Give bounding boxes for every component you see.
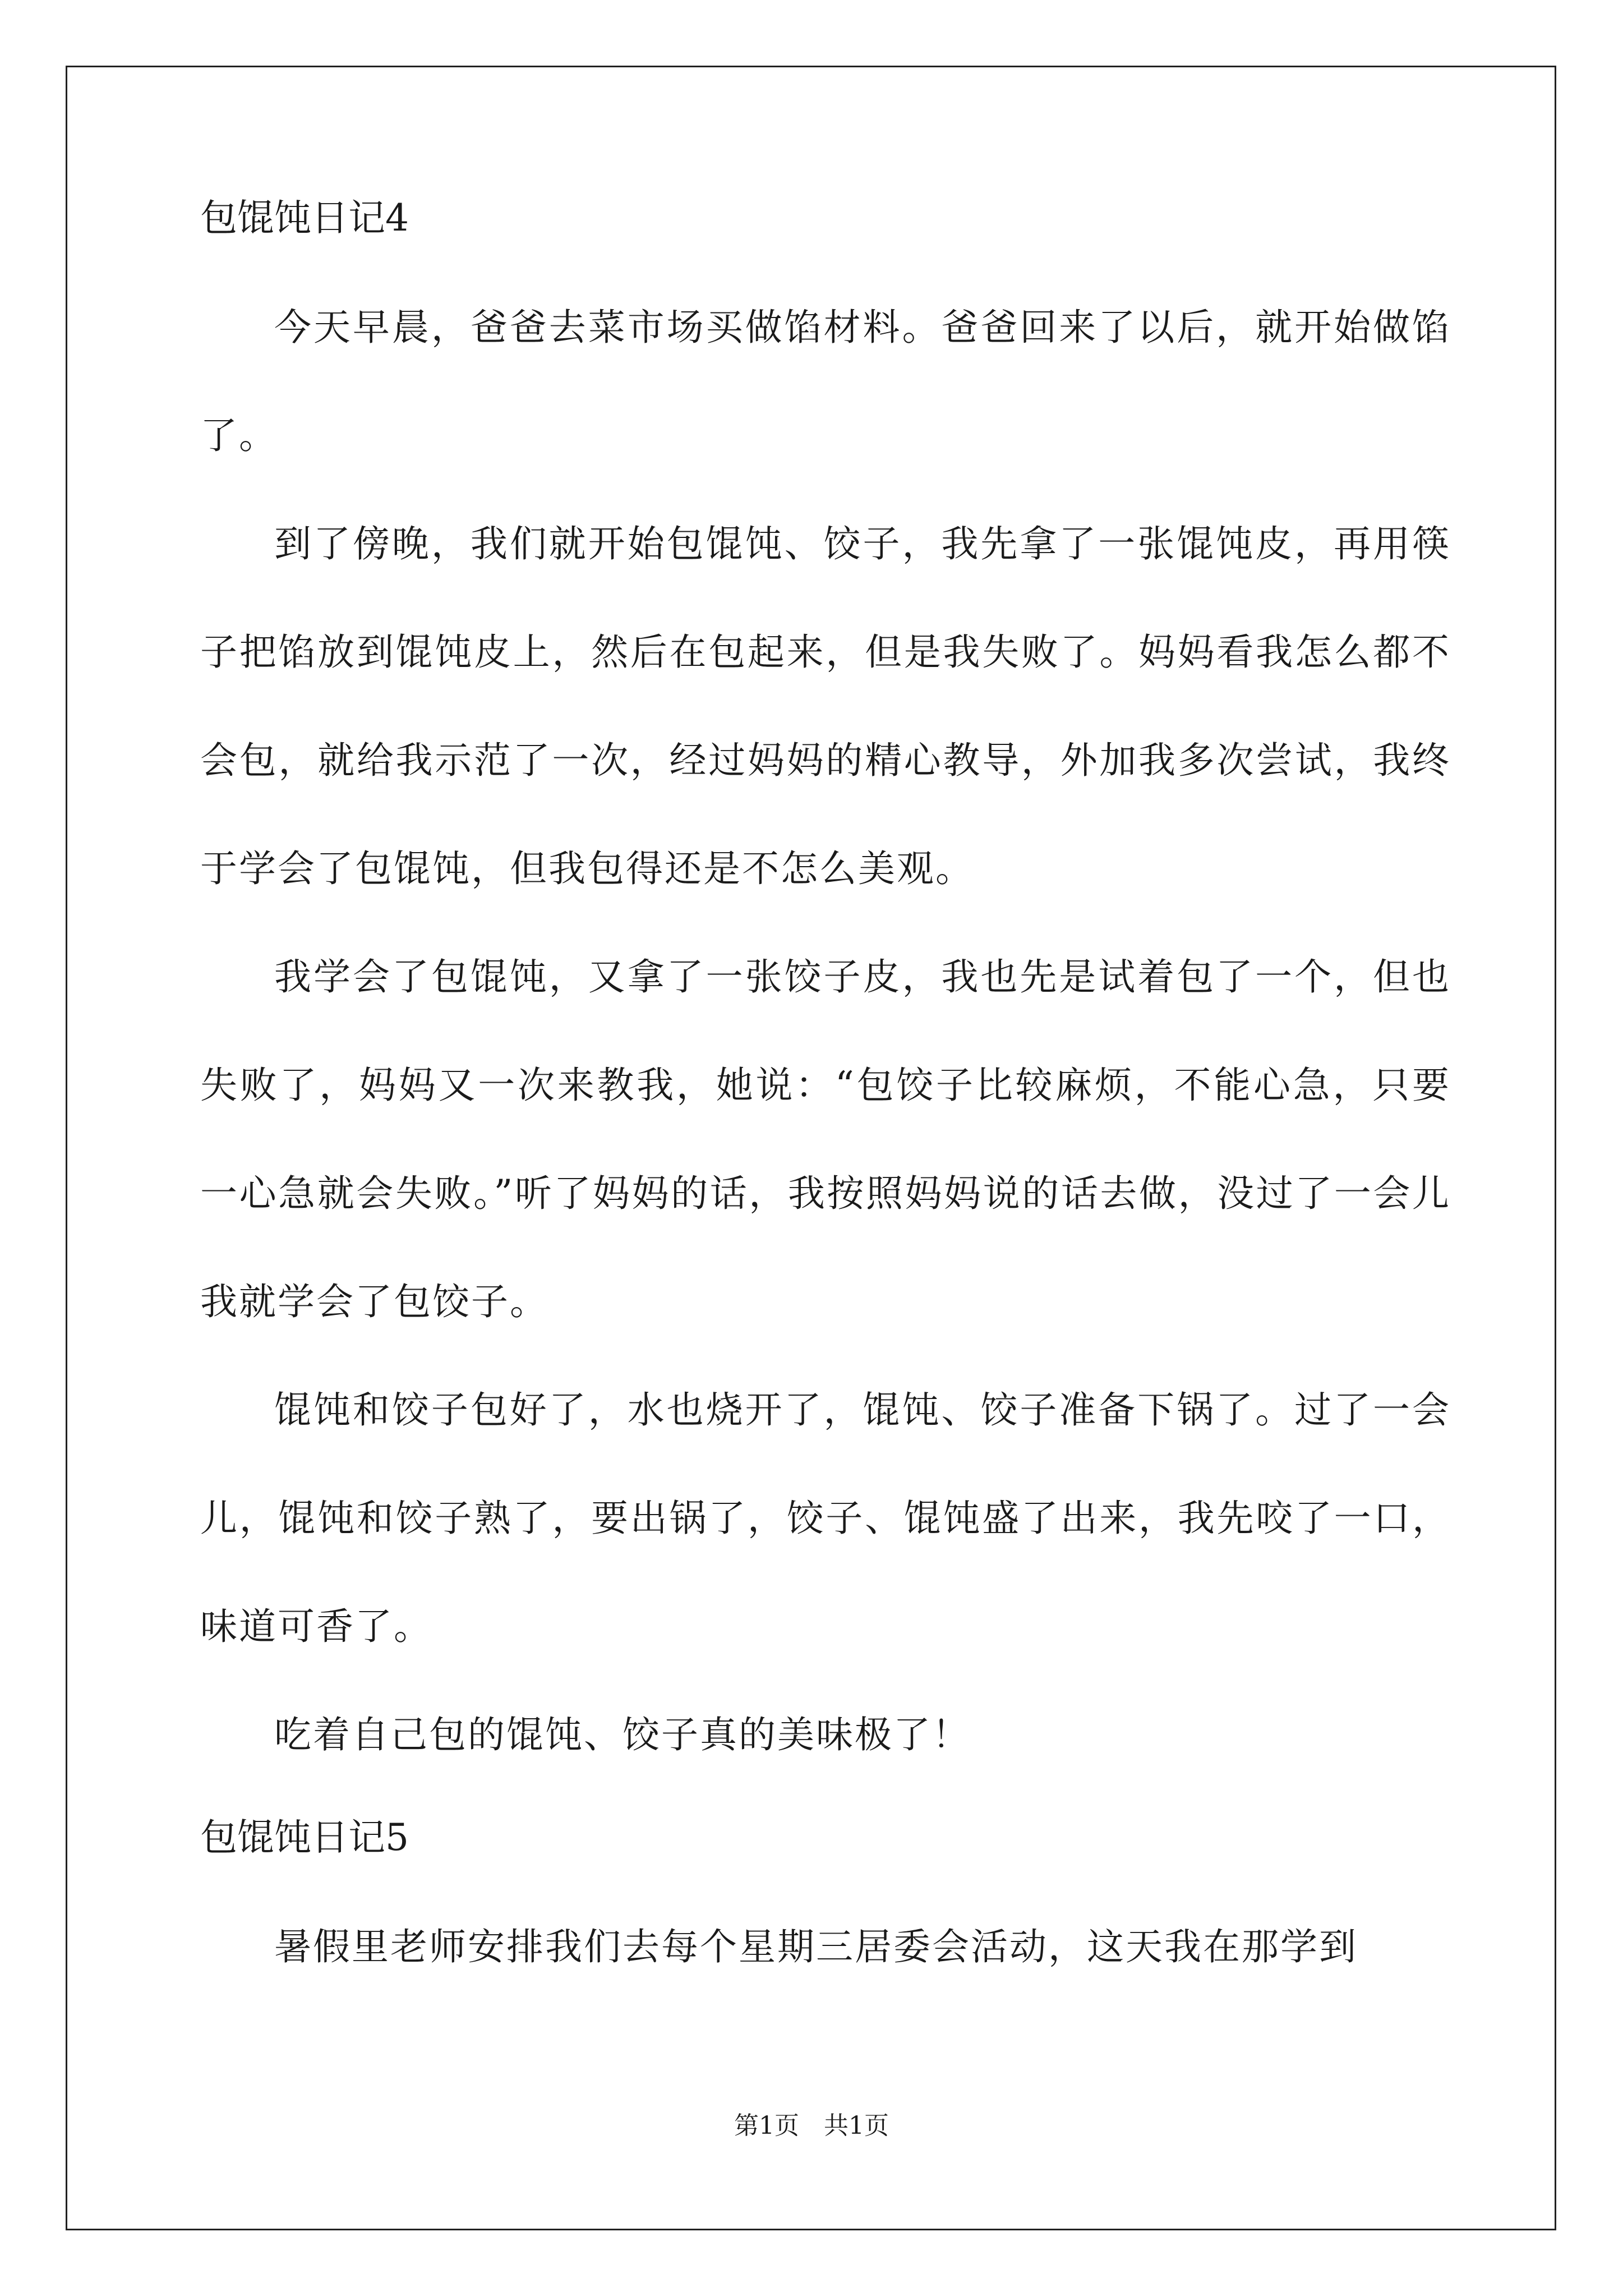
- document-body: [200, 191, 1451, 2001]
- paragraph: 暑假里老师安排我们去每个星期三居委会活动，这天我在那学到: [274, 1925, 1358, 1968]
- section-title: 包馄饨日记4: [200, 196, 409, 240]
- paragraph: 今天早晨，爸爸去菜市场买做馅材料。爸爸回来了以后，就开始做馅了。: [200, 306, 1451, 457]
- paragraph: 我学会了包馄饨，又拿了一张饺子皮，我也先是试着包了一个，但也失败了，妈妈又一次来教我，她说：“包饺子比较麻烦，不能心急，只要一心急就会失败。”听了妈妈的话，我按照妈妈说的话去做，没过了一会儿我就学会了包饺子。: [200, 955, 1451, 1323]
- paragraph: 馄饨和饺子包好了，水也烧开了，馄饨、饺子准备下锅了。过了一会儿，馄饨和饺子熟了，要出锅了，饺子、馄饨盛了出来，我先咬了一口，味道可香了。: [200, 1388, 1451, 1648]
- paragraph: 吃着自己包的馄饨、饺子真的美味极了！: [274, 1713, 971, 1756]
- page-number: 第1页 共1页: [734, 2111, 889, 2140]
- section-title: 包馄饨日记5: [200, 1816, 409, 1859]
- paragraph: 到了傍晚，我们就开始包馄饨、饺子，我先拿了一张馄饨皮，再用筷子把馅放到馄饨皮上，然后在包起来，但是我失败了。妈妈看我怎么都不会包，就给我示范了一次，经过妈妈的精心教导，外加我多次尝试，我终于学会了包馄饨，但我包得还是不怎么美观。: [200, 522, 1451, 890]
